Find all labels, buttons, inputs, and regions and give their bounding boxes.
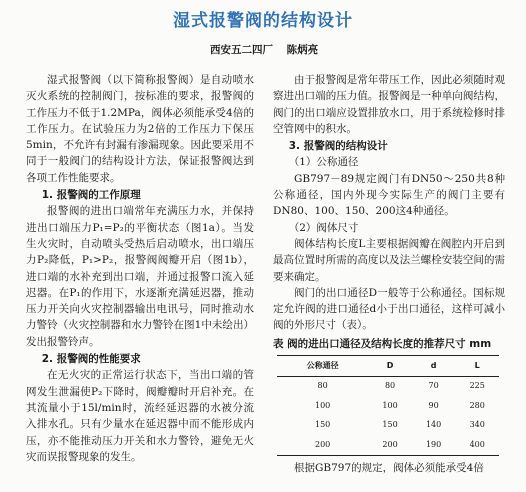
section-heading-2: 2. 报警阀的性能要求	[41, 353, 141, 366]
table-cell: 340	[469, 420, 485, 430]
diameter-paragraph: GB797－89规定阀门有DN50～250共8种公称通径，国内外现今实际生产的阀门主要有DN80、100、150、200这4种通径。	[273, 172, 505, 218]
table-row	[277, 376, 499, 396]
table-header-row	[277, 356, 499, 377]
table-header-cell: L	[455, 356, 499, 377]
table-cell: 225	[469, 381, 485, 391]
table-cell: 80	[317, 381, 328, 391]
pressure-requirement-paragraph: 根据GB797的规定，阀体必须能承受4倍	[294, 461, 484, 474]
subsection-body-size: （2）阀体尺寸	[288, 221, 359, 234]
table-cell: 280	[469, 400, 485, 410]
bore-paragraph: 阀门的出口通径D一般等于公称通径。国标规定允许阀的进口通径d小于出口通径，这样可减小阀的外形尺寸（表）。	[273, 286, 505, 332]
table-cell: 80	[384, 381, 396, 391]
table-row	[277, 416, 499, 436]
table-caption: 表 阀的进出口通径及结构长度的推荐尺寸 mm	[273, 337, 492, 350]
table-cell: 140	[425, 420, 442, 430]
table-cell: 150	[382, 420, 398, 430]
table-header-cell: D	[368, 356, 412, 377]
right-column	[273, 72, 505, 476]
principle-paragraph: 报警阀的进出口端常年充满压力水，并保持进出口端压力P₁=P₂的平衡状态（图1a）。当发生火灾时，自动喷头受热后启动喷水，出口端压力P₂降低，P₁>P₂，报警阀阀瓣开启（图1b），进口端的水补充到出口端，并通过报警口流入延迟器。在P₁的作用下，水逐渐充满延迟器，推动压力开关向火灾控制器输出电讯号，同时推动水力警铃（火灾控制器和水力警铃在图1中未绘出）发出报警铃声。	[26, 205, 254, 348]
table-cell: 100	[314, 400, 331, 410]
dimension-table	[277, 355, 499, 456]
table-cell: 70	[428, 381, 439, 391]
table-cell: 150	[314, 420, 331, 430]
left-column	[26, 72, 254, 465]
table-cell: 190	[412, 435, 456, 455]
subsection-nominal-diameter: （1）公称通径	[288, 156, 359, 169]
pressure-paragraph: 由于报警阀是常年带压工作，因此必须随时观察进出口端的压力值。报警阀是一种单向阀结构，阀门的出口端应设置排放水口，用于系统检修时排空管网中的积水。	[273, 74, 505, 135]
length-paragraph: 阀体结构长度L主要根据阀瓣在阀腔内开启到最高位置时所需的高度以及法兰螺栓安装空间的需要来确定。	[273, 237, 505, 283]
table-row	[277, 435, 499, 455]
table-cell: 200	[277, 435, 368, 455]
article-title: 湿式报警阀的结构设计	[173, 11, 353, 31]
table-cell: 100	[382, 400, 398, 410]
table-cell: 90	[428, 400, 439, 410]
table-cell: 400	[455, 435, 499, 455]
table-row	[277, 396, 499, 416]
section-heading-1: 1. 报警阀的工作原理	[41, 189, 141, 202]
table-header-cell: d	[412, 356, 456, 377]
table-cell: 200	[368, 435, 412, 455]
table-header-cell: 公称通径	[277, 356, 368, 377]
author-byline: 西安五二四厂 陈炳亮	[210, 44, 319, 56]
performance-paragraph: 在无火灾的正常运行状态下，当出口端的管网发生泄漏使P₂下降时，阀瓣瓣时开启补充。在其流量小于15l/min时，流经延迟器的水被分流入排水孔。只有少量水在延迟器中而不能形成内压，亦不能推动压力开关和水力警铃，避免无火灾而误报警现象的发生。	[26, 369, 254, 463]
section-heading-3: 3. 报警阀的结构设计	[288, 140, 388, 153]
intro-paragraph: 湿式报警阀（以下简称报警阀）是自动喷水灭火系统的控制阀门，按标准的要求，报警阀的工作压力不低于1.2MPa，阀体必须能承受4倍的工作压力。在试验压力为2倍的工作压力下保压5min，不允许有封漏有渗漏现象。因此要采用不同于一般阀门的结构设计方法，保证报警阀达到各项工作性能要求。	[26, 74, 254, 184]
